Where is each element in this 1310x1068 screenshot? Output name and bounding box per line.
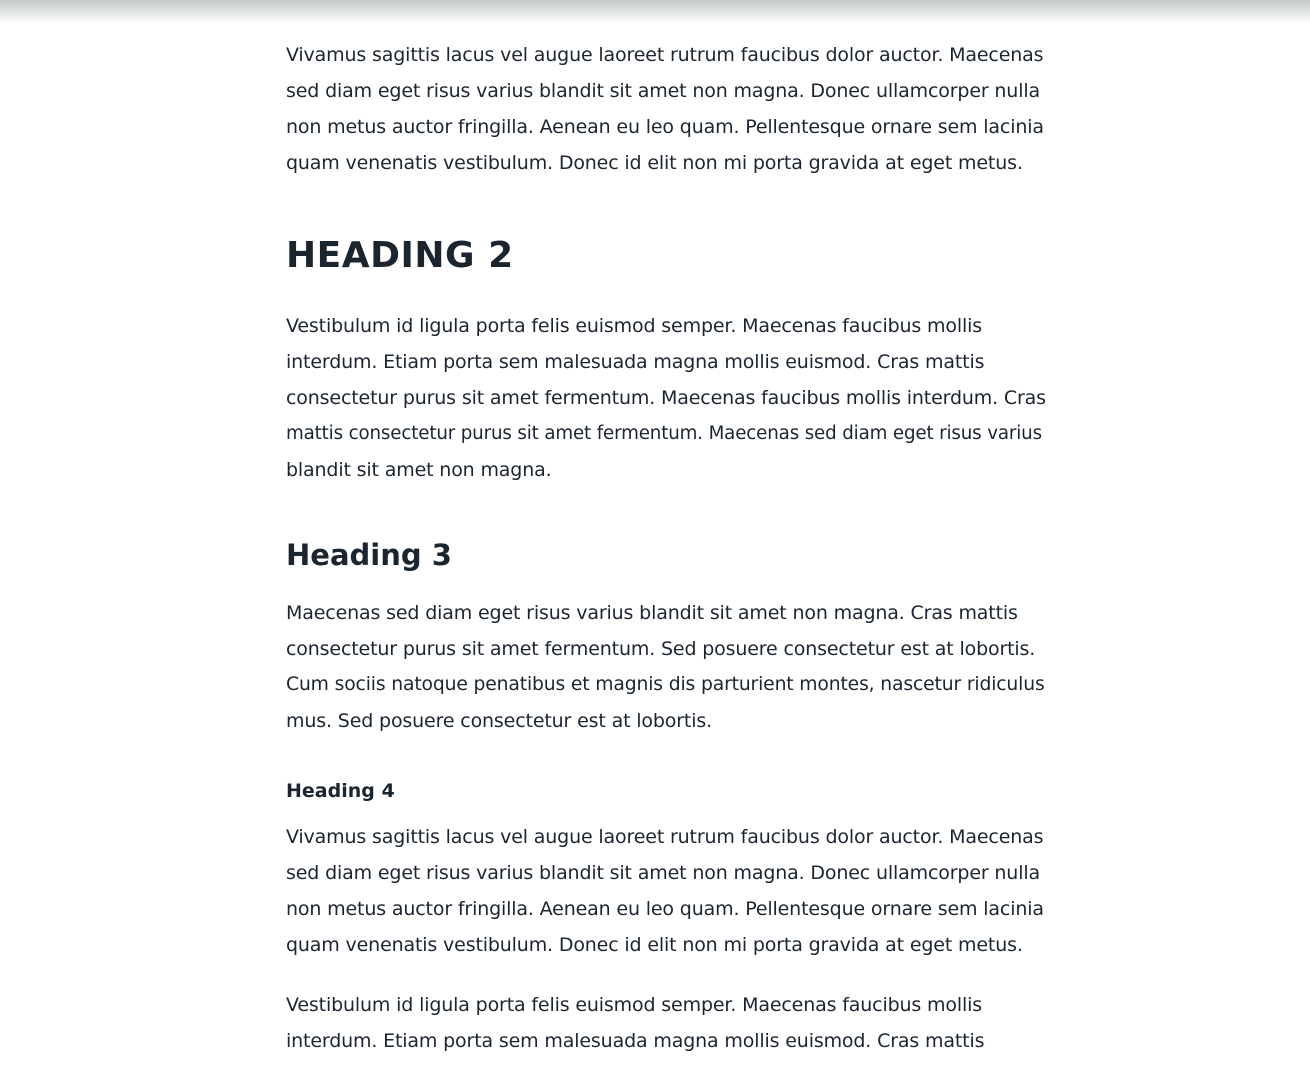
paragraph-1-line: sed diam eget risus varius blandit sit amet non magna. Donec ullamcorper nulla [286,80,1040,102]
paragraph-3 [286,595,1046,739]
header-shadow [0,0,1310,24]
paragraph-2-line: Vestibulum id ligula porta felis euismod semper. Maecenas faucibus mollis [286,315,982,337]
paragraph-3-line: mus. Sed posuere consectetur est at lobortis. [286,710,712,732]
paragraph-2-line: interdum. Etiam porta sem malesuada magna mollis euismod. Cras mattis [286,351,985,373]
paragraph-4-line: Vivamus sagittis lacus vel augue laoreet rutrum faucibus dolor auctor. Maecenas [286,826,1044,848]
paragraph-5-line: Vestibulum id ligula porta felis euismod semper. Maecenas faucibus mollis [286,994,982,1016]
paragraph-1-line: non metus auctor fringilla. Aenean eu leo quam. Pellentesque ornare sem lacinia [286,116,1044,138]
paragraph-2-line: blandit sit amet non magna. [286,459,552,481]
paragraph-4-line: non metus auctor fringilla. Aenean eu leo quam. Pellentesque ornare sem lacinia [286,898,1044,920]
heading-4: Heading 4 [286,780,395,802]
paragraph-1-line: Vivamus sagittis lacus vel augue laoreet rutrum faucibus dolor auctor. Maecenas [286,44,1044,66]
paragraph-4 [286,819,1046,963]
paragraph-2-line: mattis consectetur purus sit amet fermentum. Maecenas sed diam eget risus varius [286,423,1042,444]
paragraph-5 [286,987,1046,1059]
paragraph-2-line: consectetur purus sit amet fermentum. Maecenas faucibus mollis interdum. Cras [286,387,1046,409]
paragraph-3-line: Maecenas sed diam eget risus varius blandit sit amet non magna. Cras mattis [286,602,1018,624]
paragraph-4-line: quam venenatis vestibulum. Donec id elit non mi porta gravida at eget metus. [286,934,1023,956]
heading-2: HEADING 2 [286,235,514,276]
paragraph-2 [286,308,1046,488]
paragraph-1 [286,37,1046,181]
paragraph-1-line: quam venenatis vestibulum. Donec id elit non mi porta gravida at eget metus. [286,152,1023,174]
paragraph-3-line: Cum sociis natoque penatibus et magnis dis parturient montes, nascetur ridiculus [286,674,1045,695]
heading-3: Heading 3 [286,538,452,572]
paragraph-3-line: consectetur purus sit amet fermentum. Sed posuere consectetur est at lobortis. [286,638,1036,660]
paragraph-4-line: sed diam eget risus varius blandit sit amet non magna. Donec ullamcorper nulla [286,862,1040,884]
paragraph-5-line: interdum. Etiam porta sem malesuada magna mollis euismod. Cras mattis [286,1030,985,1052]
